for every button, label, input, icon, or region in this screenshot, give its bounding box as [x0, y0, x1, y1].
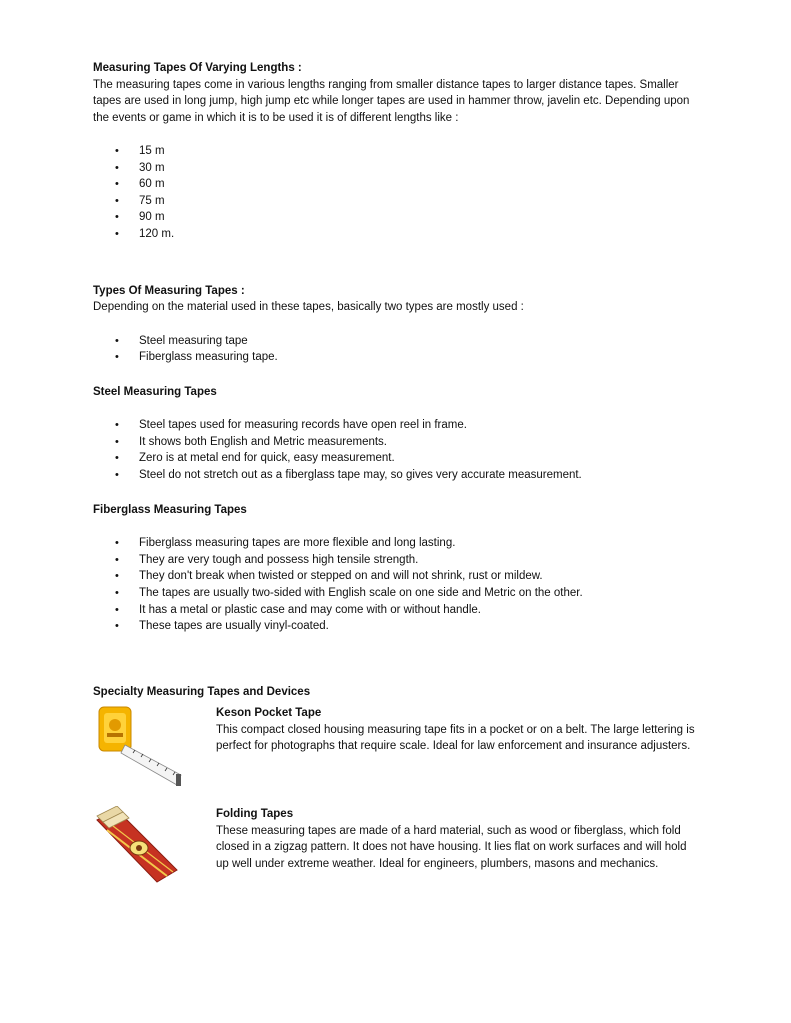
steel-heading: Steel Measuring Tapes — [93, 385, 217, 398]
lengths-heading: Measuring Tapes Of Varying Lengths : — [93, 62, 302, 74]
list-item: • Steel do not stretch out as a fiberglass tape may, so gives very accurate measurement. — [93, 467, 703, 484]
list-item: • They don't break when twisted or stepped on and will not shrink, rust or mildew. — [93, 568, 703, 585]
section-lengths — [93, 60, 703, 243]
product-folding-tapes — [93, 806, 703, 906]
list-item: • Steel tapes used for measuring records have open reel in frame. — [93, 417, 703, 434]
steel-list — [93, 417, 703, 483]
specialty-heading: Specialty Measuring Tapes and Devices — [93, 685, 311, 698]
list-item: • 90 m — [93, 209, 703, 226]
list-item: • 75 m — [93, 193, 703, 210]
section-types — [93, 283, 703, 366]
list-item: • 30 m — [93, 160, 703, 177]
section-specialty — [93, 684, 703, 907]
fiberglass-list — [93, 535, 703, 635]
section-fiberglass — [93, 502, 703, 635]
list-item: • The tapes are usually two-sided with English scale on one side and Metric on the other. — [93, 585, 703, 602]
lengths-body: The measuring tapes come in various lengths ranging from smaller distance tapes to larger distance tapes. Smaller tapes are used in long jump, high jump etc while longer tapes are used in hammer throw, javelin etc. Depending upon the events or game in which it is to be used it is of different lengths like : — [93, 78, 690, 124]
product-title: Keson Pocket Tape — [216, 707, 322, 720]
lengths-list — [93, 143, 703, 243]
types-body: Depending on the material used in these tapes, basically two types are mostly used : — [93, 301, 524, 314]
section-steel — [93, 384, 703, 484]
fiberglass-heading: Fiberglass Measuring Tapes — [93, 503, 247, 516]
list-item: • Steel measuring tape — [93, 333, 703, 350]
types-list — [93, 333, 703, 366]
list-item: • 15 m — [93, 143, 703, 160]
product-description: These measuring tapes are made of a hard material, such as wood or fiberglass, which fold closed in a zigzag pattern. It does not have housing. It lies flat on work surfaces and will hold up well under extreme weather. Ideal for engineers, plumbers, masons and mechanics. — [216, 824, 687, 870]
list-item: • Zero is at metal end for quick, easy measurement. — [93, 450, 703, 467]
list-item: • They are very tough and possess high tensile strength. — [93, 552, 703, 569]
list-item: • 60 m — [93, 176, 703, 193]
product-keson-pocket-tape — [93, 705, 703, 805]
document-page — [93, 60, 703, 906]
list-item: • It has a metal or plastic case and may come with or without handle. — [93, 602, 703, 619]
list-item: • Fiberglass measuring tapes are more flexible and long lasting. — [93, 535, 703, 552]
product-description: This compact closed housing measuring tape fits in a pocket or on a belt. The large lettering is perfect for photographs that require scale. Ideal for law enforcement and insurance adjusters. — [216, 723, 695, 753]
types-heading: Types Of Measuring Tapes : — [93, 284, 245, 297]
product-title: Folding Tapes — [216, 808, 294, 821]
pocket-tape-image — [93, 705, 189, 795]
list-item: • Fiberglass measuring tape. — [93, 349, 703, 366]
list-item: • 120 m. — [93, 226, 703, 243]
list-item: • These tapes are usually vinyl-coated. — [93, 618, 703, 635]
folding-ruler-image — [93, 806, 189, 896]
list-item: • It shows both English and Metric measurements. — [93, 434, 703, 451]
